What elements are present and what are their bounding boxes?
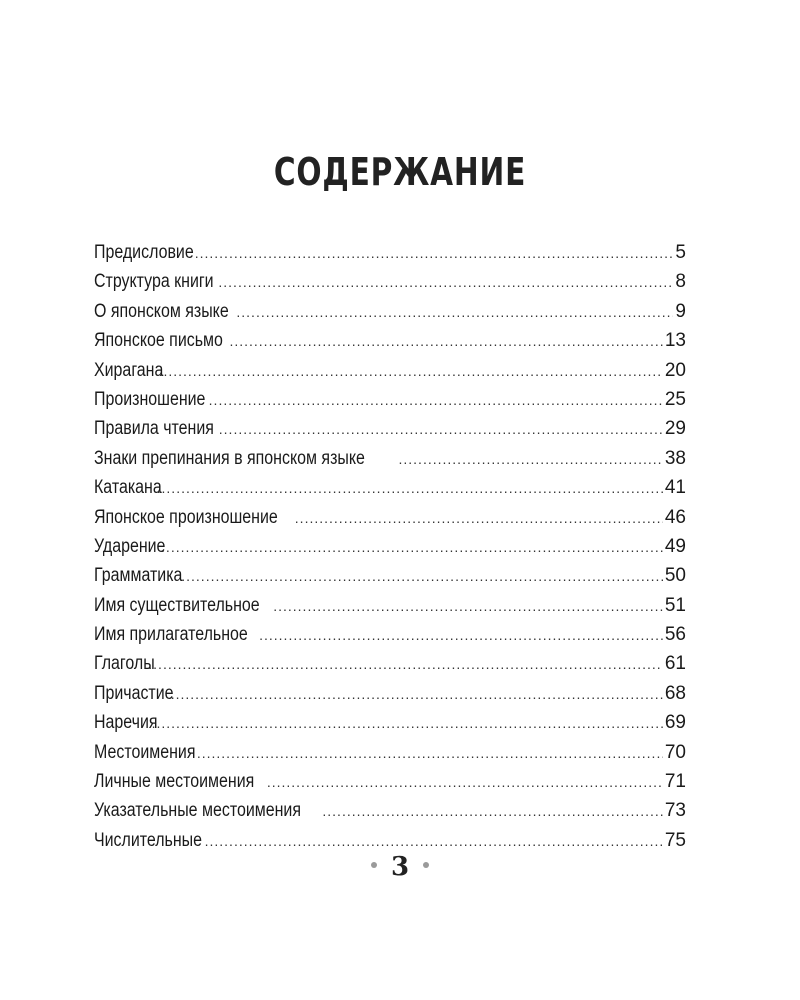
- footer-dot-right: [423, 862, 429, 868]
- toc-entry-page: 68: [664, 682, 686, 704]
- toc-entry-title: Указательные местоимения: [94, 800, 301, 822]
- toc-entry-page: 5: [675, 242, 686, 263]
- toc-entry-title: Хирагана: [94, 359, 164, 381]
- toc-entry: [94, 238, 686, 267]
- toc-entry-title: Личные местоимения: [94, 771, 255, 793]
- toc-dot-leader: [236, 298, 673, 327]
- toc-entry-title: Знаки препинания в японском языке: [94, 447, 365, 469]
- toc-entry: [94, 267, 686, 296]
- toc-dot-leader: [209, 386, 663, 415]
- toc-dot-leader: [322, 797, 662, 826]
- toc-entry: [94, 679, 686, 708]
- toc-entry-title: Грамматика: [94, 565, 183, 587]
- toc-dot-leader: [273, 592, 663, 621]
- toc-entry-title: Правила чтения: [94, 418, 214, 440]
- toc-entry: [94, 708, 686, 737]
- toc-dot-leader: [197, 739, 663, 768]
- toc-entry: [94, 385, 686, 414]
- page-number: 3: [390, 852, 410, 882]
- toc-dot-leader: [157, 474, 663, 503]
- toc-dot-leader: [295, 504, 663, 533]
- toc-entry-page: 56: [664, 624, 686, 646]
- toc-dot-leader: [181, 562, 663, 591]
- toc-entry-page: 69: [664, 712, 686, 734]
- toc-entry-page: 51: [664, 594, 686, 616]
- toc-entry-page: 75: [664, 829, 686, 851]
- toc-entry-page: 50: [664, 565, 686, 587]
- toc-dot-leader: [195, 239, 674, 268]
- toc-entry: [94, 473, 686, 502]
- toc-dot-leader: [399, 445, 663, 474]
- toc-entry-page: 71: [664, 771, 686, 793]
- toc-dot-leader: [152, 709, 663, 738]
- toc-entry: [94, 738, 686, 767]
- toc-entry-page: 20: [664, 359, 686, 381]
- page-footer: [0, 852, 800, 882]
- toc-entry: [94, 620, 686, 649]
- toc-dot-leader: [229, 327, 662, 356]
- toc-entry-page: 13: [664, 330, 686, 352]
- toc-entry-title: Структура книги: [94, 271, 214, 293]
- toc-entry-title: Глаголы: [94, 653, 155, 675]
- toc-entry-title: Катакана: [94, 477, 162, 499]
- toc-entry-page: 73: [664, 800, 686, 822]
- toc-entry-page: 25: [664, 388, 686, 410]
- toc-entry-page: 9: [675, 300, 686, 322]
- toc-entry: [94, 356, 686, 385]
- toc-entry-title: Произношение: [94, 388, 206, 410]
- footer-dot-left: [371, 862, 377, 868]
- toc-entry-page: 70: [664, 741, 686, 763]
- toc-entry-page: 41: [664, 477, 686, 499]
- toc-entry-page: 49: [664, 535, 686, 557]
- toc-entry: [94, 796, 686, 825]
- page-title: СОДЕРЖАНИЕ: [273, 150, 527, 194]
- toc-entry: [94, 767, 686, 796]
- toc-entry: [94, 297, 686, 326]
- toc-entry: [94, 326, 686, 355]
- toc-dot-leader: [159, 357, 663, 386]
- toc-entry-page: 29: [664, 418, 686, 440]
- toc-entry-title: Ударение: [94, 535, 166, 557]
- toc-entry-title: Японское письмо: [94, 330, 223, 352]
- toc-entry-title: Предисловие: [94, 242, 194, 263]
- toc-dot-leader: [218, 268, 673, 297]
- toc-entry: [94, 561, 686, 590]
- toc-entry: [94, 444, 686, 473]
- toc-entry: [94, 826, 686, 855]
- toc-entry: [94, 649, 686, 678]
- toc-entry-page: 38: [664, 447, 686, 469]
- toc-entry-page: 61: [664, 653, 686, 675]
- toc-dot-leader: [161, 533, 663, 562]
- toc-entry: [94, 414, 686, 443]
- toc-entry: [94, 591, 686, 620]
- toc-dot-leader: [259, 621, 663, 650]
- toc-dot-leader: [219, 415, 663, 444]
- toc-entry-title: Имя прилагательное: [94, 624, 248, 646]
- toc-entry-title: О японском языке: [94, 300, 229, 322]
- toc-dot-leader: [148, 650, 663, 679]
- toc-entry-title: Наречия: [94, 712, 158, 734]
- toc-entry-title: Имя существительное: [94, 594, 260, 616]
- toc-dot-leader: [267, 768, 663, 797]
- toc-entry-title: Причастие: [94, 682, 174, 704]
- toc-entry-page: 46: [664, 506, 686, 528]
- toc-entry-title: Японское произношение: [94, 506, 278, 528]
- toc-entry-page: 8: [675, 271, 686, 293]
- toc-entry-title: Числительные: [94, 829, 203, 851]
- toc-entry: [94, 532, 686, 561]
- table-of-contents: [94, 238, 686, 855]
- toc-entry-title: Местоимения: [94, 741, 196, 763]
- toc-entry: [94, 503, 686, 532]
- toc-dot-leader: [171, 680, 663, 709]
